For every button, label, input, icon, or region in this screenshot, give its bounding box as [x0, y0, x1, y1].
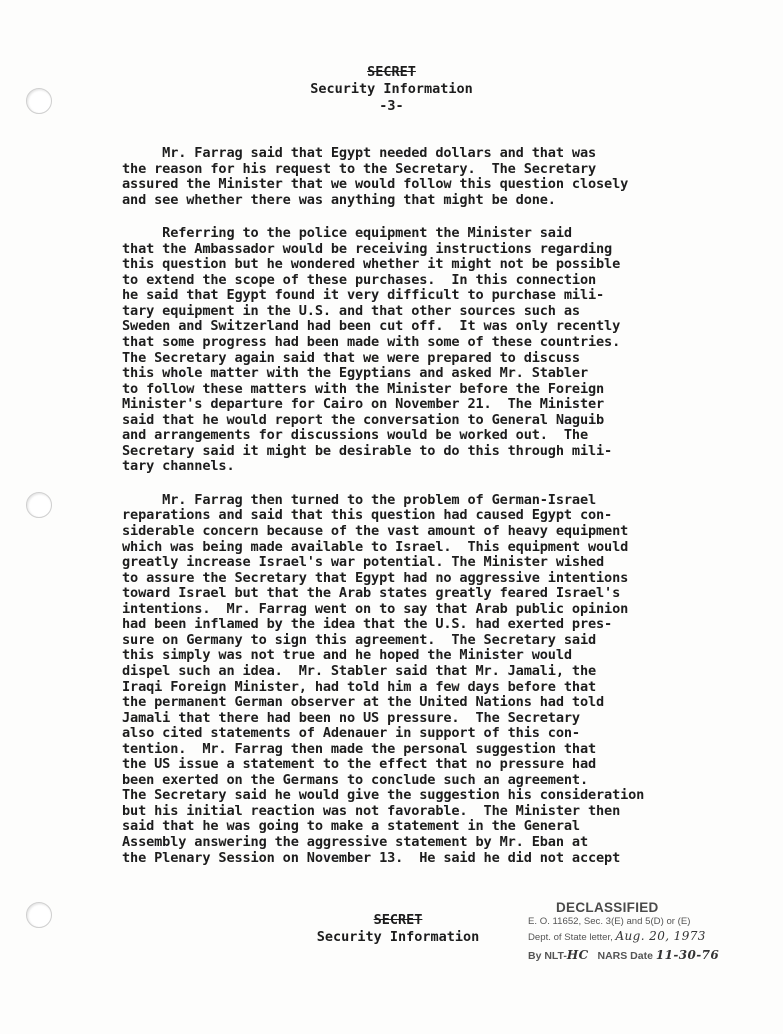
text-line: reparations and said that this question had caused Egypt con-: [122, 507, 613, 524]
text-line: to assure the Secretary that Egypt had no aggressive intentions: [122, 569, 629, 586]
text-line: Iraqi Foreign Minister, had told him a few days before that: [122, 678, 597, 695]
text-line: but his initial reaction was not favorable. The Minister then: [122, 802, 621, 819]
page-number: -3-: [379, 98, 404, 114]
text-line: to follow these matters with the Minister before the Foreign: [122, 380, 605, 397]
stamp-title: DECLASSIFIED: [556, 900, 659, 915]
page-footer: [298, 912, 498, 946]
text-line: tary channels.: [122, 458, 235, 475]
text-line: tention. Mr. Farrag then made the personal suggestion that: [122, 740, 597, 757]
text-line: sure on Germany to sign this agreement. The Secretary said: [122, 631, 597, 648]
memo-body: [122, 146, 762, 884]
page-header: [0, 64, 783, 115]
text-line: the Plenary Session on November 13. He said he did not accept: [122, 849, 621, 866]
text-line: Mr. Farrag said that Egypt needed dollars and that was: [122, 145, 597, 161]
text-line: Referring to the police equipment the Minister said: [122, 225, 572, 242]
text-line: tary equipment in the U.S. and that other sources such as: [122, 302, 580, 319]
body-paragraph: [122, 226, 762, 475]
text-line: dispel such an idea. Mr. Stabler said that Mr. Jamali, the: [122, 662, 597, 679]
text-line: said that he was going to make a statement in the General: [122, 818, 580, 835]
stamp-signoff-line: [528, 948, 778, 962]
text-line: and see whether there was anything that might be done.: [122, 191, 556, 208]
stamp-date: 11-30-76: [655, 948, 720, 962]
text-line: this simply was not true and he hoped the Minister would: [122, 647, 572, 664]
stamp-date-label: NARS Date: [597, 950, 653, 962]
security-marking: Security Information: [310, 81, 473, 97]
text-line: which was being made available to Israel. This equipment would: [122, 538, 629, 555]
text-line: had been inflamed by the idea that the U.S. had exerted pres-: [122, 616, 613, 633]
text-line: Minister's departure for Cairo on November 21. The Minister: [122, 396, 605, 413]
text-line: to extend the scope of these purchases. In this connection: [122, 271, 597, 288]
text-line: intentions. Mr. Farrag went on to say that Arab public opinion: [122, 600, 629, 617]
stamp-initials: HC: [566, 948, 589, 962]
body-paragraph: [122, 493, 762, 866]
text-line: said that he would report the conversation to General Naguib: [122, 411, 605, 428]
classification-marking: SECRET: [373, 912, 423, 928]
punch-hole: [26, 902, 52, 928]
text-line: the permanent German observer at the United Nations had told: [122, 694, 605, 711]
declassification-stamp: [528, 900, 778, 962]
classification-marking: SECRET: [367, 64, 416, 80]
text-line: toward Israel but that the Arab states greatly feared Israel's: [122, 585, 621, 602]
stamp-authority: E. O. 11652, Sec. 3(E) and 5(D) or (E): [528, 916, 691, 927]
text-line: been exerted on the Germans to conclude such an agreement.: [122, 771, 588, 788]
text-line: The Secretary again said that we were prepared to discuss: [122, 349, 580, 366]
text-line: assured the Minister that we would follow this question closely: [122, 176, 629, 193]
text-line: Jamali that there had been no US pressure. The Secretary: [122, 709, 580, 726]
stamp-by-label: By NLT-: [528, 950, 567, 962]
text-line: Secretary said it might be desirable to do this through mili-: [122, 442, 613, 459]
punch-hole: [26, 492, 52, 518]
text-line: The Secretary said he would give the suggestion his consideration: [122, 787, 645, 804]
security-marking: Security Information: [316, 929, 480, 945]
text-line: this question but he wondered whether it might not be possible: [122, 256, 621, 273]
text-line: and arrangements for discussions would be worked out. The: [122, 427, 588, 444]
text-line: siderable concern because of the vast amount of heavy equipment: [122, 523, 629, 540]
text-line: this whole matter with the Egyptians and asked Mr. Stabler: [122, 365, 588, 382]
text-line: that some progress had been made with some of these countries.: [122, 334, 621, 351]
text-line: that the Ambassador would be receiving instructions regarding: [122, 240, 613, 257]
text-line: the reason for his request to the Secretary. The Secretary: [122, 160, 597, 177]
text-line: the US issue a statement to the effect that no pressure had: [122, 756, 597, 773]
text-line: he said that Egypt found it very difficult to purchase mili-: [122, 287, 605, 304]
body-paragraph: [122, 146, 762, 208]
stamp-letter-date: Aug. 20, 1973: [615, 929, 706, 943]
text-line: also cited statements of Adenauer in support of this con-: [122, 725, 580, 742]
stamp-letter-label: Dept. of State letter,: [528, 932, 613, 943]
text-line: greatly increase Israel's war potential. The Minister wished: [122, 554, 605, 571]
stamp-letter-line: [528, 929, 778, 945]
text-line: Mr. Farrag then turned to the problem of German-Israel: [122, 491, 597, 508]
text-line: Assembly answering the aggressive statement by Mr. Eban at: [122, 833, 588, 850]
text-line: Sweden and Switzerland had been cut off. It was only recently: [122, 318, 621, 335]
